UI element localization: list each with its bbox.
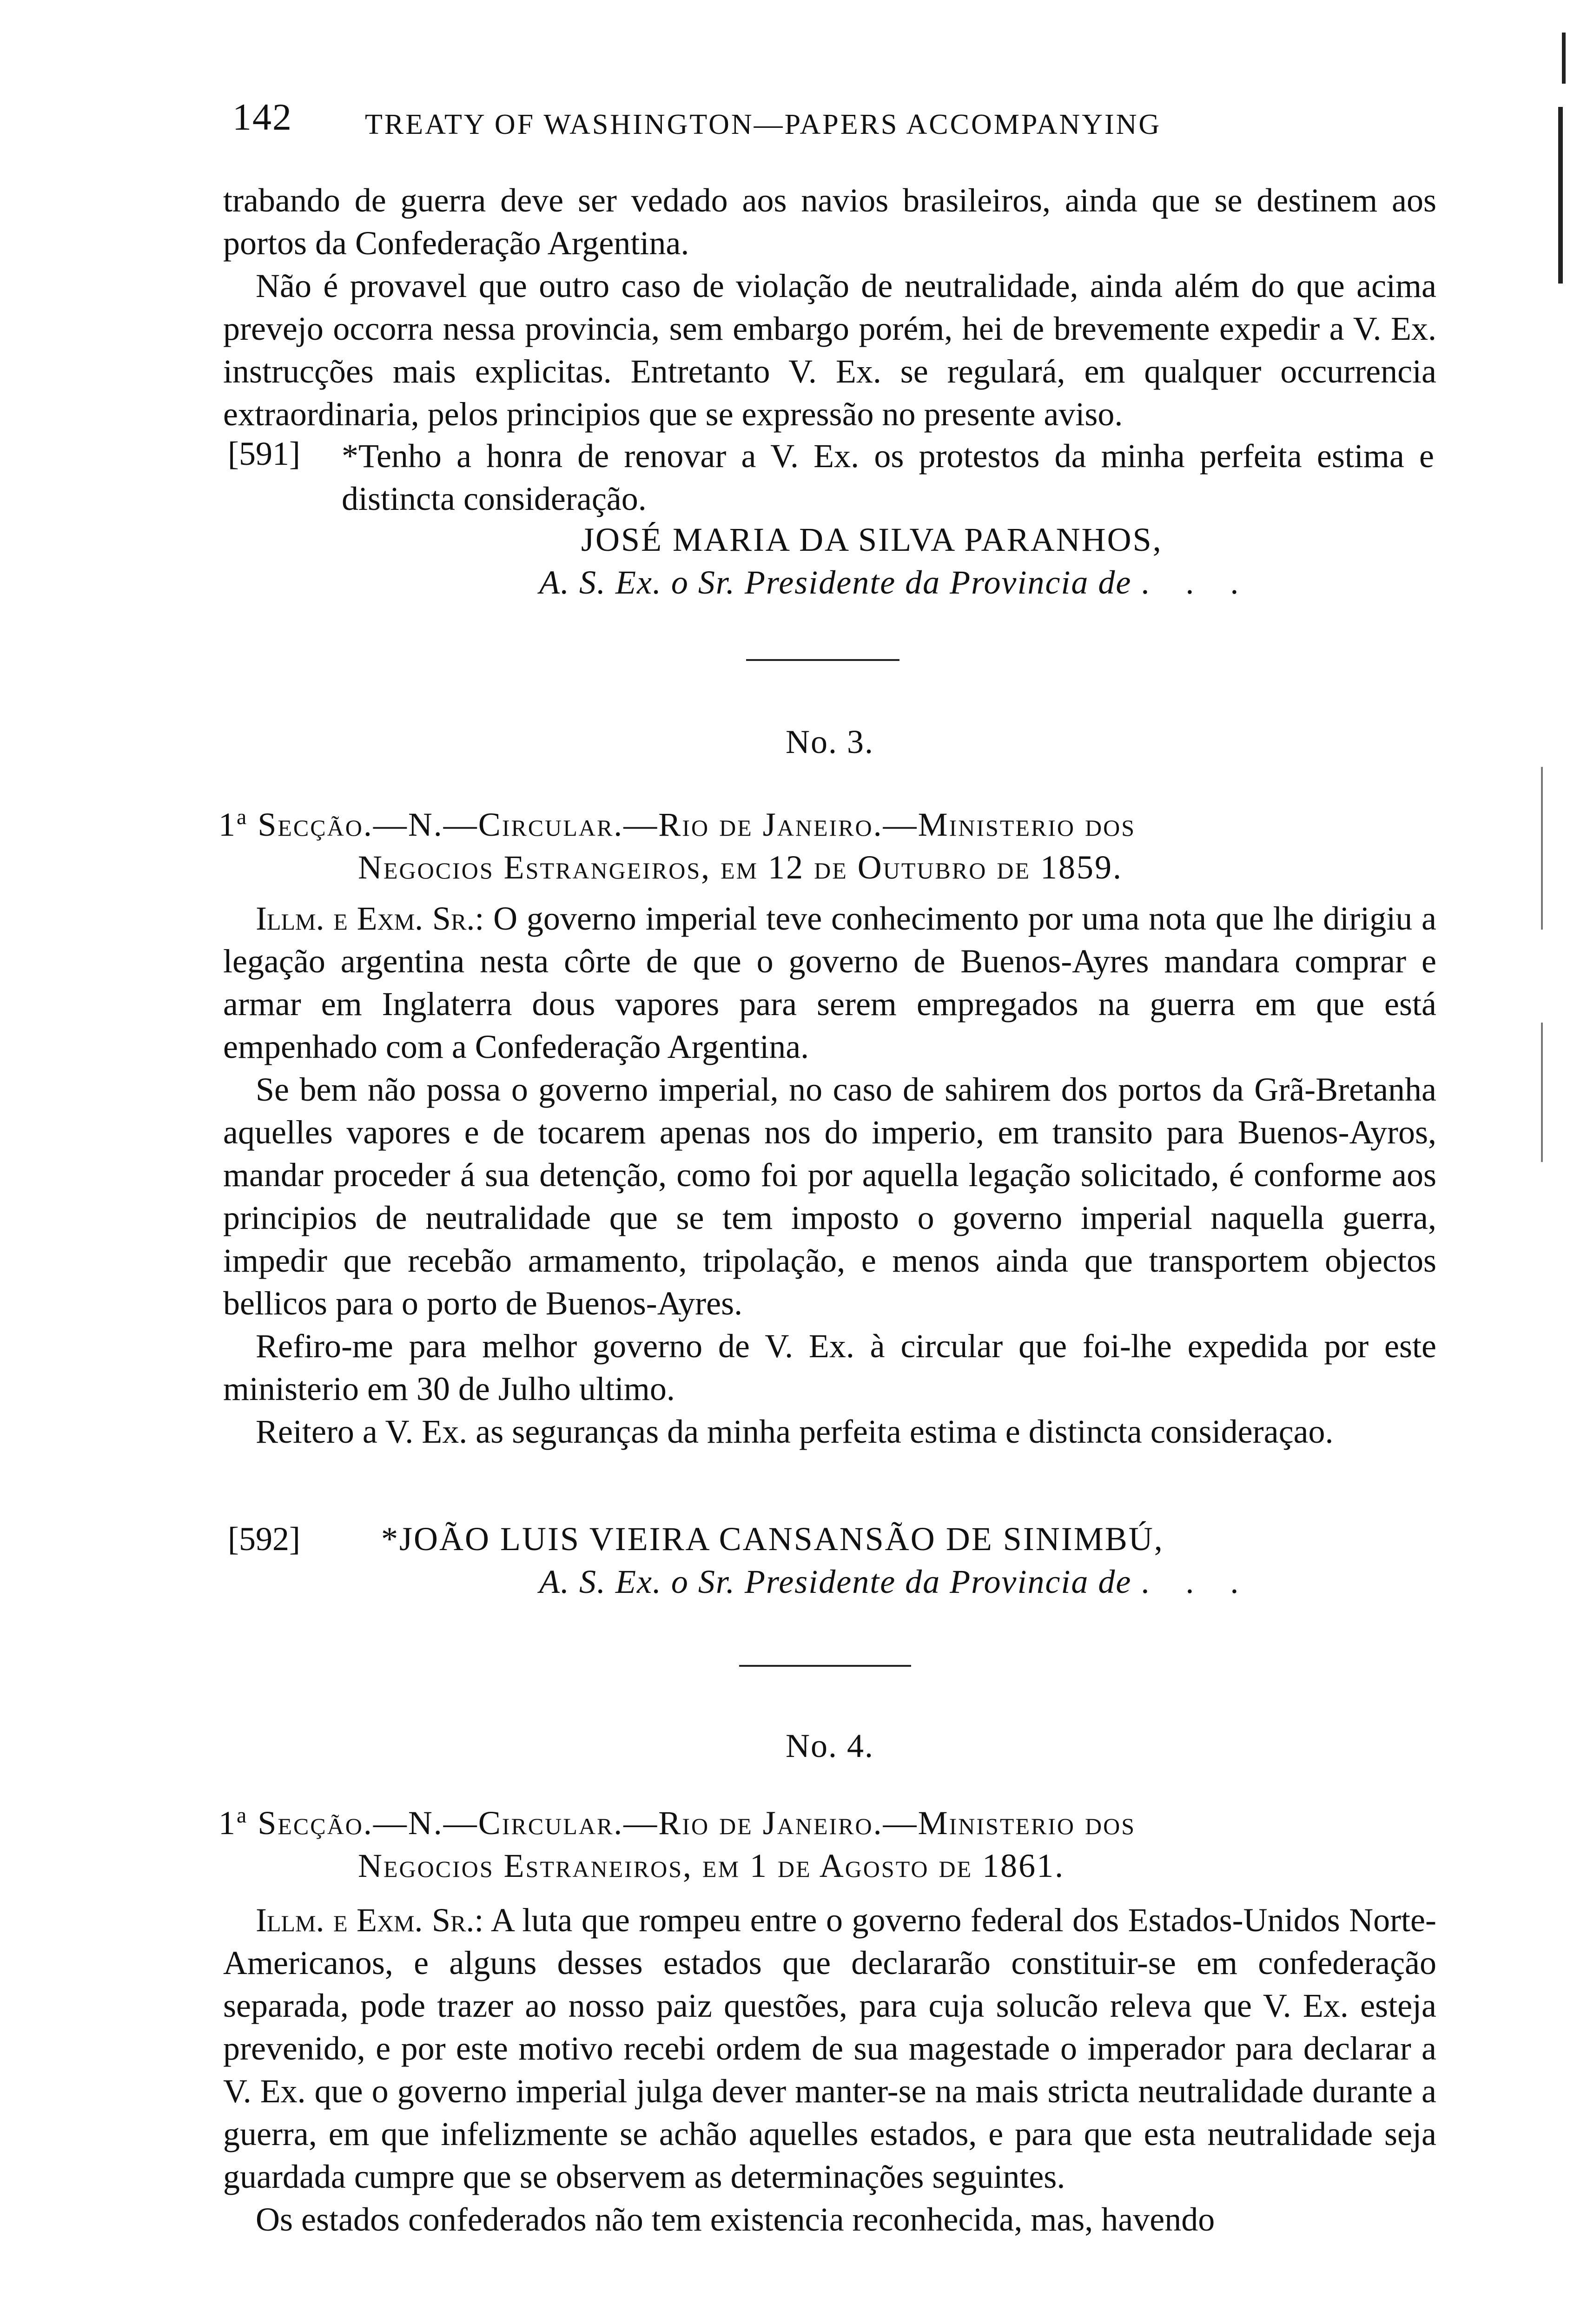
page-reference-592: [592] — [228, 1520, 300, 1558]
paragraph: Não é provavel que outro caso de violação de neutralidade, ainda além do que acima prevejo occorra nessa provincia, sem embargo porém, hei de brevemente expedir a V. Ex. instrucções mais explicitas. Entretanto V. Ex. se regulará, em qualquer occurrencia extraordinaria, pelos principios que se expressão no presente aviso. — [223, 267, 1436, 433]
document-heading — [218, 796, 1436, 889]
section-1-body — [223, 179, 1436, 436]
scan-edge-mark — [1541, 1023, 1543, 1162]
heading-prefix: 1 — [218, 1804, 237, 1842]
heading-line-1: Secção.—N.—Circular.—Rio de Janeiro.—Ministerio dos — [258, 1804, 1136, 1842]
signature: JOSÉ MARIA DA SILVA PARANHOS, — [581, 521, 1163, 558]
section-divider — [746, 659, 899, 661]
page-number: 142 — [232, 96, 292, 138]
section-divider — [739, 1665, 911, 1667]
document-number: No. 3. — [786, 723, 874, 760]
paragraph: Os estados confederados não tem existencia reconhecida, mas, havendo — [256, 2201, 1215, 2238]
salutation: Illm. e Exm. Sr.: — [256, 1901, 484, 1939]
page-reference-591: [591] — [228, 435, 300, 472]
heading-line-2: Negocios Estraneiros, em 1 de Agosto de 1861. — [358, 1847, 1065, 1884]
paragraph: Refiro-me para melhor governo de V. Ex. à circular que foi-lhe expedida por este ministerio em 30 de Julho ultimo. — [223, 1327, 1436, 1407]
paragraph: Se bem não possa o governo imperial, no caso de sahirem dos portos da Grã-Bretanha aquelles vapores e de tocarem apenas nos do imperio, em transito para Buenos-Ayros, mandar proceder á sua detenção, como foi por aquella legação solicitado, é conforme aos principios de neutralidade que se tem imposto o governo imperial naquella guerra, impedir que recebão armamento, tripolação, e menos ainda que transportem objectos bellicos para o porto de Buenos-Ayres. — [223, 1071, 1436, 1322]
ellipsis: . . . — [1141, 1563, 1253, 1600]
paragraph — [223, 897, 1436, 1068]
paragraph — [223, 1899, 1436, 2198]
document-number: No. 4. — [786, 1727, 874, 1764]
addressee-text: A. S. Ex. o Sr. Presidente da Provincia de — [539, 564, 1132, 601]
addressee — [539, 1563, 1252, 1601]
heading-superscript: a — [237, 1803, 248, 1828]
salutation: Illm. e Exm. Sr.: — [256, 900, 484, 937]
paragraph: trabando de guerra deve ser vedado aos navios brasileiros, ainda que se destinem aos portos da Confederação Argentina. — [223, 182, 1436, 262]
heading-superscript: a — [237, 805, 248, 829]
section-3-body — [223, 1899, 1436, 2241]
section-2-body — [223, 897, 1436, 1453]
heading-prefix: 1 — [218, 806, 237, 843]
page-header — [232, 95, 1432, 146]
document-heading — [218, 1794, 1436, 1887]
closing-formula: *Tenho a honra de renovar a V. Ex. os protestos da minha perfeita estima e distincta consideração. — [342, 437, 1434, 517]
running-title: TREATY OF WASHINGTON—PAPERS ACCOMPANYING — [365, 109, 1162, 140]
paragraph-text: O governo imperial teve conhecimento por uma nota que lhe dirigiu a legação argentina nesta côrte de que o governo de Buenos-Ayres mandara comprar e armar em Inglaterra dous vapores para serem empregados na guerra em que está empenhado com a Confederação Argentina. — [223, 900, 1437, 1065]
ellipsis: . . . — [1141, 564, 1253, 601]
paragraph-text: A luta que rompeu entre o governo federal dos Estados-Unidos Norte-Americanos, e alguns desses estados que declararão constituir-se em confederação separada, pode trazer ao nosso paiz questões, para cuja solucão releva que V. Ex. esteja prevenido, e por este motivo recebi ordem de sua magestade o imperador para declarar a V. Ex. que o governo imperial julga dever manter-se na mais stricta neutralidade durante a guerra, em que infelizmente se achão aquelles estados, e para que esta neutralidade seja guardada cumpre que se observem as determinações seguintes. — [223, 1901, 1436, 2195]
heading-line-2: Negocios Estrangeiros, em 12 de Outubro de 1859. — [358, 849, 1123, 886]
scan-edge-mark — [1562, 33, 1566, 84]
heading-line-1: Secção.—N.—Circular.—Rio de Janeiro.—Ministerio dos — [258, 806, 1136, 843]
scan-edge-mark — [1558, 107, 1563, 284]
signature: *JOÃO LUIS VIEIRA CANSANSÃO DE SINIMBÚ, — [381, 1520, 1164, 1558]
scan-edge-mark — [1541, 767, 1543, 930]
addressee-text: A. S. Ex. o Sr. Presidente da Provincia de — [539, 1563, 1132, 1600]
addressee — [539, 563, 1252, 602]
paragraph: Reitero a V. Ex. as seguranças da minha perfeita estima e distincta consideraçao. — [256, 1413, 1334, 1450]
